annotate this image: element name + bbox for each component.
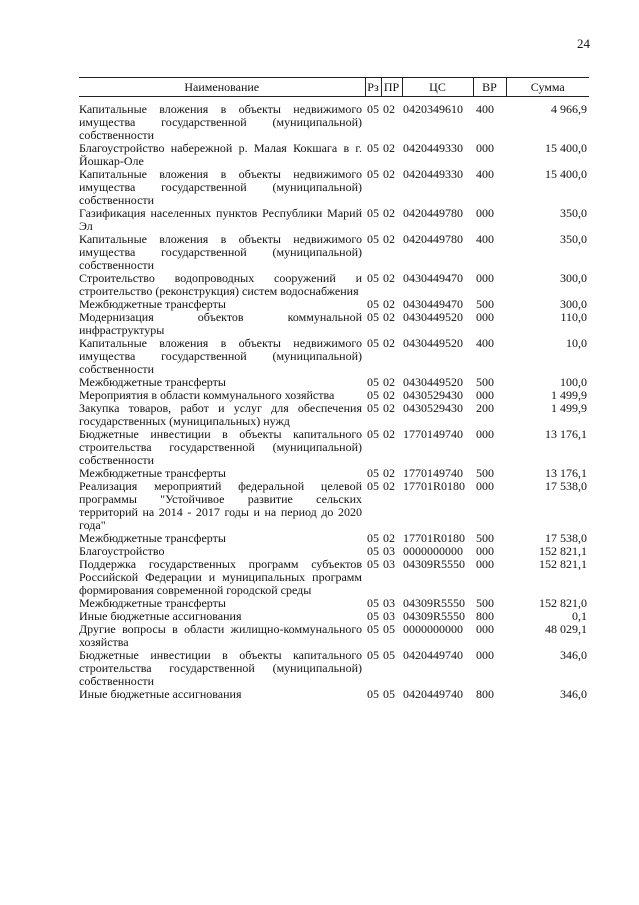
cell-rz: 05 <box>367 544 379 558</box>
cell-pr: 02 <box>383 167 395 181</box>
cell-rz: 05 <box>367 297 379 311</box>
cell-rz: 05 <box>367 479 379 493</box>
cell-sum: 350,0 <box>560 206 587 220</box>
cell-pr: 03 <box>383 557 395 571</box>
cell-cs: 0430529430 <box>403 388 463 402</box>
cell-cs: 0430529430 <box>403 401 463 415</box>
cell-sum: 15 400,0 <box>545 141 587 155</box>
cell-rz: 05 <box>367 141 379 155</box>
header-vr: ВР <box>473 78 506 97</box>
cell-cs: 0420449780 <box>403 206 463 220</box>
cell-sum: 110,0 <box>560 310 587 324</box>
cell-cs: 1770149740 <box>403 427 463 441</box>
cell-cs: 0420449740 <box>403 648 463 662</box>
cell-rz: 05 <box>367 687 379 701</box>
cell-vr: 000 <box>476 479 494 493</box>
cell-cs: 17701R0180 <box>403 479 466 493</box>
cell-cs: 0430449470 <box>403 297 463 311</box>
cell-cs: 1770149740 <box>403 466 463 480</box>
cell-sum: 4 966,9 <box>551 102 587 116</box>
budget-table <box>79 77 589 701</box>
cell-pr: 02 <box>383 102 395 116</box>
cell-pr: 02 <box>383 466 395 480</box>
cell-vr: 400 <box>476 232 494 246</box>
cell-vr: 000 <box>476 622 494 636</box>
cell-sum: 0,1 <box>572 609 587 623</box>
cell-cs: 0430449520 <box>403 375 463 389</box>
cell-rz: 05 <box>367 427 379 441</box>
cell-cs: 0430449470 <box>403 271 463 285</box>
cell-rz: 05 <box>367 401 379 415</box>
cell-cs: 0420449780 <box>403 232 463 246</box>
table-row <box>79 207 589 233</box>
cell-rz: 05 <box>367 167 379 181</box>
cell-pr: 02 <box>383 232 395 246</box>
header-cs: ЦС <box>402 78 473 97</box>
cell-name: Капитальные вложения в объекты недвижимого имущества государственной (муниципальной) собственности <box>79 102 362 142</box>
cell-name: Капитальные вложения в объекты недвижимого имущества государственной (муниципальной) собственности <box>79 232 362 272</box>
cell-cs: 0420349610 <box>403 102 463 116</box>
cell-sum: 1 499,9 <box>551 401 587 415</box>
cell-sum: 152 821,1 <box>539 544 587 558</box>
table-row <box>79 688 589 701</box>
cell-sum: 17 538,0 <box>545 479 587 493</box>
cell-sum: 300,0 <box>560 297 587 311</box>
cell-name: Реализация мероприятий федеральной целевой программы "Устойчивое развитие сельских территорий на 2014 - 2017 годы и на период до 2020 года" <box>79 479 362 532</box>
cell-vr: 000 <box>476 427 494 441</box>
cell-vr: 800 <box>476 687 494 701</box>
cell-name: Капитальные вложения в объекты недвижимого имущества государственной (муниципальной) собственности <box>79 336 362 376</box>
cell-name: Иные бюджетные ассигнования <box>79 609 242 623</box>
table-body <box>79 97 589 702</box>
cell-name: Газификация населенных пунктов Республики Марий Эл <box>79 206 362 233</box>
cell-rz: 05 <box>367 336 379 350</box>
cell-pr: 02 <box>383 141 395 155</box>
cell-vr: 000 <box>476 557 494 571</box>
table-row <box>79 337 589 376</box>
cell-pr: 02 <box>383 375 395 389</box>
cell-cs: 0000000000 <box>403 622 463 636</box>
cell-pr: 02 <box>383 388 395 402</box>
cell-vr: 000 <box>476 310 494 324</box>
header-sum: Сумма <box>506 78 589 97</box>
cell-name: Межбюджетные трансферты <box>79 531 226 545</box>
cell-vr: 400 <box>476 336 494 350</box>
cell-cs: 0420449330 <box>403 141 463 155</box>
cell-vr: 500 <box>476 596 494 610</box>
cell-pr: 02 <box>383 336 395 350</box>
cell-sum: 300,0 <box>560 271 587 285</box>
cell-vr: 500 <box>476 531 494 545</box>
cell-name: Благоустройство <box>79 544 165 558</box>
page-number: 24 <box>577 36 590 51</box>
cell-sum: 17 538,0 <box>545 531 587 545</box>
cell-sum: 346,0 <box>560 648 587 662</box>
cell-name: Межбюджетные трансферты <box>79 297 226 311</box>
table-row <box>79 311 589 337</box>
cell-cs: 17701R0180 <box>403 531 466 545</box>
cell-pr: 02 <box>383 206 395 220</box>
cell-rz: 05 <box>367 388 379 402</box>
cell-rz: 05 <box>367 271 379 285</box>
cell-cs: 0420449330 <box>403 167 463 181</box>
cell-vr: 500 <box>476 297 494 311</box>
cell-vr: 000 <box>476 388 494 402</box>
cell-name: Межбюджетные трансферты <box>79 466 226 480</box>
table-row <box>79 97 589 143</box>
cell-vr: 000 <box>476 648 494 662</box>
header-pr: ПР <box>381 78 402 97</box>
cell-pr: 03 <box>383 609 395 623</box>
cell-name: Капитальные вложения в объекты недвижимого имущества государственной (муниципальной) собственности <box>79 167 362 207</box>
cell-vr: 400 <box>476 102 494 116</box>
table-row <box>79 272 589 298</box>
cell-pr: 05 <box>383 648 395 662</box>
budget-table-container <box>79 77 589 701</box>
cell-cs: 0000000000 <box>403 544 463 558</box>
cell-name: Закупка товаров, работ и услуг для обеспечения государственных (муниципальных) нужд <box>79 401 362 428</box>
cell-sum: 152 821,1 <box>539 557 587 571</box>
cell-name: Бюджетные инвестиции в объекты капитального строительства государственной (муниципальной) собственности <box>79 648 362 688</box>
cell-rz: 05 <box>367 609 379 623</box>
cell-rz: 05 <box>367 531 379 545</box>
table-row <box>79 142 589 168</box>
cell-vr: 500 <box>476 375 494 389</box>
cell-name: Бюджетные инвестиции в объекты капитального строительства государственной (муниципальной) собственности <box>79 427 362 467</box>
cell-sum: 13 176,1 <box>545 466 587 480</box>
table-row <box>79 233 589 272</box>
cell-pr: 02 <box>383 297 395 311</box>
cell-sum: 1 499,9 <box>551 388 587 402</box>
cell-rz: 05 <box>367 232 379 246</box>
cell-rz: 05 <box>367 206 379 220</box>
table-header-row <box>79 78 589 97</box>
table-row <box>79 480 589 532</box>
cell-name: Мероприятия в области коммунального хозяйства <box>79 388 335 402</box>
cell-cs: 0430449520 <box>403 310 463 324</box>
cell-rz: 05 <box>367 622 379 636</box>
table-row <box>79 428 589 467</box>
cell-cs: 04309R5550 <box>403 609 466 623</box>
cell-pr: 05 <box>383 622 395 636</box>
cell-cs: 04309R5550 <box>403 596 466 610</box>
cell-pr: 02 <box>383 531 395 545</box>
cell-sum: 152 821,0 <box>539 596 587 610</box>
table-row <box>79 649 589 688</box>
cell-name: Модернизация объектов коммунальной инфраструктуры <box>79 310 362 337</box>
cell-name: Другие вопросы в области жилищно-коммунального хозяйства <box>79 622 362 649</box>
cell-sum: 350,0 <box>560 232 587 246</box>
cell-vr: 500 <box>476 466 494 480</box>
cell-name: Благоустройство набережной р. Малая Кокшага в г. Йошкар-Оле <box>79 141 362 168</box>
cell-vr: 400 <box>476 167 494 181</box>
cell-rz: 05 <box>367 102 379 116</box>
cell-pr: 02 <box>383 271 395 285</box>
cell-rz: 05 <box>367 648 379 662</box>
cell-rz: 05 <box>367 466 379 480</box>
cell-sum: 10,0 <box>566 336 587 350</box>
cell-cs: 0420449740 <box>403 687 463 701</box>
cell-vr: 800 <box>476 609 494 623</box>
cell-pr: 02 <box>383 427 395 441</box>
cell-pr: 02 <box>383 479 395 493</box>
cell-sum: 13 176,1 <box>545 427 587 441</box>
cell-name: Поддержка государственных программ субъектов Российской Федерации и муниципальных программ формирования современной городской среды <box>79 557 362 597</box>
cell-rz: 05 <box>367 375 379 389</box>
cell-sum: 100,0 <box>560 375 587 389</box>
table-row <box>79 623 589 649</box>
cell-cs: 0430449520 <box>403 336 463 350</box>
cell-name: Межбюджетные трансферты <box>79 596 226 610</box>
cell-vr: 000 <box>476 206 494 220</box>
cell-rz: 05 <box>367 596 379 610</box>
cell-pr: 05 <box>383 687 395 701</box>
cell-vr: 000 <box>476 544 494 558</box>
cell-pr: 03 <box>383 596 395 610</box>
table-row <box>79 402 589 428</box>
cell-name: Межбюджетные трансферты <box>79 375 226 389</box>
cell-cs: 04309R5550 <box>403 557 466 571</box>
cell-vr: 000 <box>476 141 494 155</box>
cell-sum: 15 400,0 <box>545 167 587 181</box>
cell-sum: 346,0 <box>560 687 587 701</box>
table-row <box>79 558 589 597</box>
header-rz: Рз <box>365 78 381 97</box>
cell-rz: 05 <box>367 557 379 571</box>
cell-pr: 02 <box>383 310 395 324</box>
header-name: Наименование <box>79 78 365 97</box>
cell-vr: 200 <box>476 401 494 415</box>
table-row <box>79 168 589 207</box>
cell-pr: 02 <box>383 401 395 415</box>
cell-name: Иные бюджетные ассигнования <box>79 687 242 701</box>
cell-name: Строительство водопроводных сооружений и строительство (реконструкция) систем водоснабжения <box>79 271 362 298</box>
cell-vr: 000 <box>476 271 494 285</box>
cell-rz: 05 <box>367 310 379 324</box>
cell-pr: 03 <box>383 544 395 558</box>
cell-sum: 48 029,1 <box>545 622 587 636</box>
